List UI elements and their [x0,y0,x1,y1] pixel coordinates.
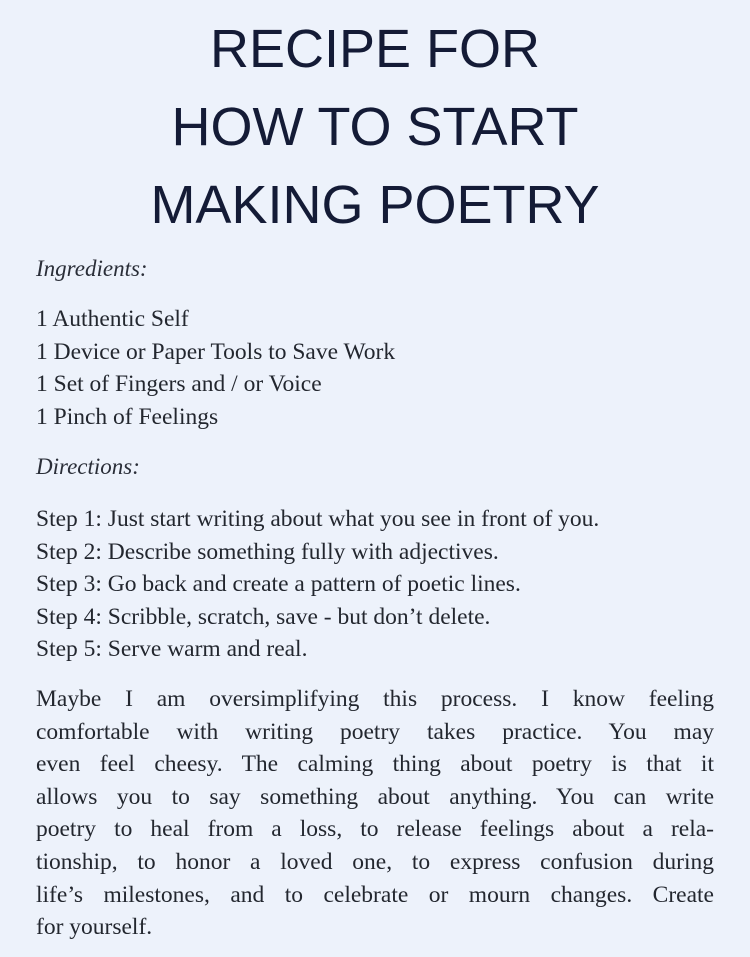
directions-heading: Directions: [36,454,140,479]
ingredients-heading: Ingredients: [36,256,148,281]
paragraph-line: allows you to say something about anything. You can write [36,783,714,810]
paragraph-line: tionship, to honor a loved one, to express confusion during [36,848,714,875]
page-title [0,10,750,244]
direction-step: Step 5: Serve warm and real. [36,636,308,662]
paragraph-line: poetry to heal from a loss, to release feelings about a rela- [36,816,714,843]
body-paragraph [36,683,714,944]
ingredients-list [36,303,395,433]
title-line-2: HOW TO START [171,97,579,157]
title-line-3: MAKING POETRY [150,175,600,235]
title-line-1: RECIPE FOR [209,19,541,79]
direction-step: Step 3: Go back and create a pattern of poetic lines. [36,571,521,597]
paragraph-line: for yourself. [36,914,153,941]
ingredient-item: 1 Device or Paper Tools to Save Work [36,338,396,365]
paragraph-line: Maybe I am oversimplifying this process. I know feeling [36,686,714,712]
ingredient-item: 1 Pinch of Feelings [36,403,219,430]
ingredient-item: 1 Authentic Self [36,306,189,332]
paragraph-line: comfortable with writing poetry takes practice. You may [36,718,714,745]
direction-step: Step 2: Describe something fully with adjectives. [36,538,499,565]
direction-step: Step 1: Just start writing about what you see in front of you. [36,506,600,532]
ingredient-item: 1 Set of Fingers and / or Voice [36,371,322,397]
paragraph-line: life’s milestones, and to celebrate or mourn changes. Create [36,881,714,908]
directions-list [36,503,599,666]
paragraph-line: even feel cheesy. The calming thing about poetry is that it [36,751,714,778]
direction-step: Step 4: Scribble, scratch, save - but don’t delete. [36,603,491,630]
